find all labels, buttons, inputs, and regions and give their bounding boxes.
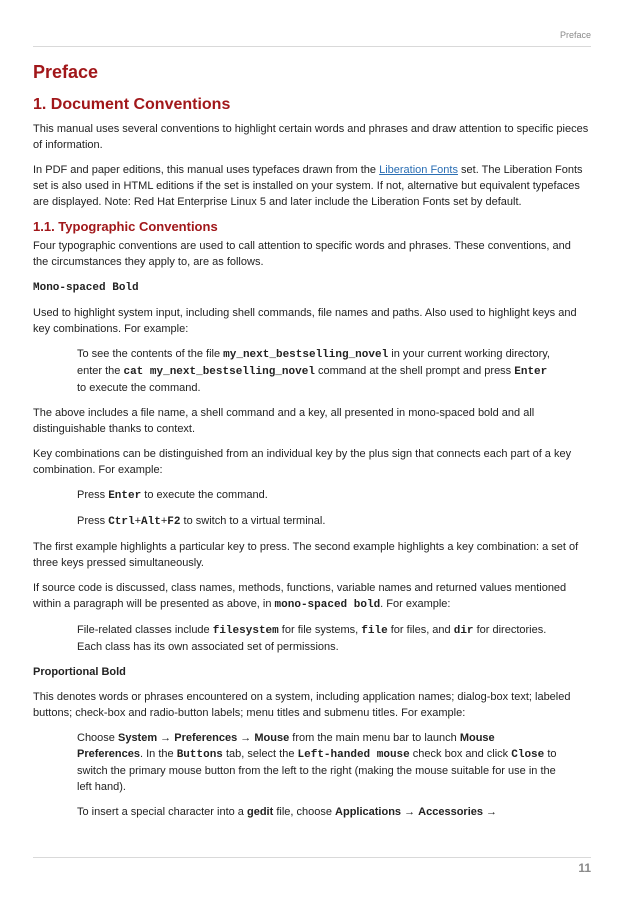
example-text: check box and click (409, 748, 512, 760)
fonts-text-before: In PDF and paper editions, this manual uses typefaces drawn from the (33, 164, 380, 176)
section-heading: 1. Document Conventions (33, 96, 231, 113)
header-rule (33, 46, 591, 47)
example-text: file, choose (273, 806, 336, 818)
arrow: → (157, 732, 175, 744)
example-text: command at the shell prompt and press (314, 365, 515, 377)
key-combo-paragraph: Key combinations can be distinguished from an individual key by the plus sign that connects each part of a key combination. For example: (33, 448, 572, 476)
code-key: F2 (167, 516, 181, 528)
example-text: for file systems, (278, 624, 362, 636)
example-text: Press (77, 489, 109, 501)
term-proportional-bold: Proportional Bold (33, 666, 126, 678)
plus-sign: + (160, 515, 168, 527)
example-file-classes (77, 622, 559, 655)
example-press-enter (77, 487, 559, 504)
example-text: for files, and (387, 624, 454, 636)
example-file-contents (77, 346, 559, 396)
example-text: To see the contents of the file (77, 348, 224, 360)
paragraph-text: . For example: (380, 598, 451, 610)
gui-label: Accessories (418, 806, 483, 818)
example-text: File-related classes include (77, 624, 213, 636)
fonts-paragraph (33, 162, 589, 210)
example-mouse-preferences (77, 730, 559, 795)
subsection-heading: 1.1. Typographic Conventions (33, 219, 218, 234)
code-key: Alt (141, 516, 161, 528)
plus-sign: + (134, 515, 142, 527)
code-gui: Buttons (176, 749, 223, 761)
example-text: Choose (77, 732, 118, 744)
code-key: Enter (108, 490, 142, 502)
code-class: filesystem (212, 625, 279, 637)
example-text: Press (77, 515, 109, 527)
running-header: Preface (559, 30, 591, 40)
example-text: from the main menu bar to launch (289, 732, 460, 744)
example-text: to switch to a virtual terminal. (180, 515, 326, 527)
arrow: → (237, 732, 255, 744)
proportional-bold-description: This denotes words or phrases encountered on a system, including application names; dialog-box text; labeled buttons; check-box and radio-button labels; menu titles and submenu titles. For example: (33, 691, 571, 719)
footer-rule (33, 857, 591, 858)
code-inline: mono-spaced bold (274, 599, 381, 611)
example-special-character (77, 804, 559, 820)
gui-label: Preferences (174, 732, 238, 744)
example-text: to switch the primary mouse button from the left to the right (making the mouse suitable for use in the left hand). (77, 748, 557, 793)
page-number: 11 (578, 861, 591, 875)
paragraph-text: If source code is discussed, class names, methods, functions, variable names and returned values mentioned within a paragraph will be presented as above, in (33, 582, 567, 610)
fonts-text-after: set. The Liberation Fonts set is also used in HTML editions if the set is installed on your system. If not, alternative but equivalent typefaces are displayed. Note: Red Hat Enterprise Linux 5 and later include the Liberation Fonts set by default. (33, 164, 583, 208)
above-paragraph: The above includes a file name, a shell command and a key, all presented in mono-spaced bold and all distinguishable thanks to context. (33, 407, 535, 435)
arrow: → (483, 806, 498, 818)
liberation-fonts-link[interactable]: Liberation Fonts (379, 164, 458, 176)
example-text: in your current working directory, enter the (77, 348, 550, 377)
gui-label: System (117, 732, 158, 744)
code-gui: Close (511, 749, 545, 761)
code-class: dir (453, 625, 474, 637)
gui-label: Mouse (254, 732, 290, 744)
example-text: tab, select the (222, 748, 298, 760)
arrow: → (401, 806, 419, 818)
code-command: cat my_next_bestselling_novel (123, 366, 315, 378)
code-filename: my_next_bestselling_novel (223, 349, 389, 361)
intro-paragraph: This manual uses several conventions to highlight certain words and phrases and draw attention to specific pieces of information. (33, 123, 589, 151)
chapter-title: Preface (33, 62, 99, 82)
example-text: To insert a special character into a (77, 806, 247, 818)
term-mono-bold-label: Mono-spaced Bold (33, 282, 139, 294)
conventions-intro: Four typographic conventions are used to call attention to specific words and phrases. These conventions, and the circumstances they apply to, are as follows. (33, 240, 571, 268)
gui-label: gedit (246, 806, 274, 818)
term-mono-bold (33, 279, 589, 296)
gui-label: Mouse Preferences (77, 732, 495, 760)
gui-label: Applications (335, 806, 402, 818)
code-key: Ctrl (108, 516, 135, 528)
page-content (33, 62, 589, 829)
source-code-paragraph (33, 580, 589, 613)
example-virtual-terminal (77, 513, 559, 530)
code-key: Enter (514, 366, 548, 378)
code-class: file (361, 625, 388, 637)
example-text: . In the (140, 748, 177, 760)
example-text: to execute the command. (141, 489, 268, 501)
mono-bold-description: Used to highlight system input, including shell commands, file names and paths. Also used to highlight keys and key combinations. For example: (33, 307, 577, 335)
example-text: for directories. Each class has its own associated set of permissions. (77, 624, 547, 653)
code-gui: Left-handed mouse (297, 749, 410, 761)
example-text: to execute the command. (77, 382, 201, 394)
first-example-paragraph: The first example highlights a particular key to press. The second example highlights a key combination: a set of three keys pressed simultaneously. (33, 541, 579, 569)
